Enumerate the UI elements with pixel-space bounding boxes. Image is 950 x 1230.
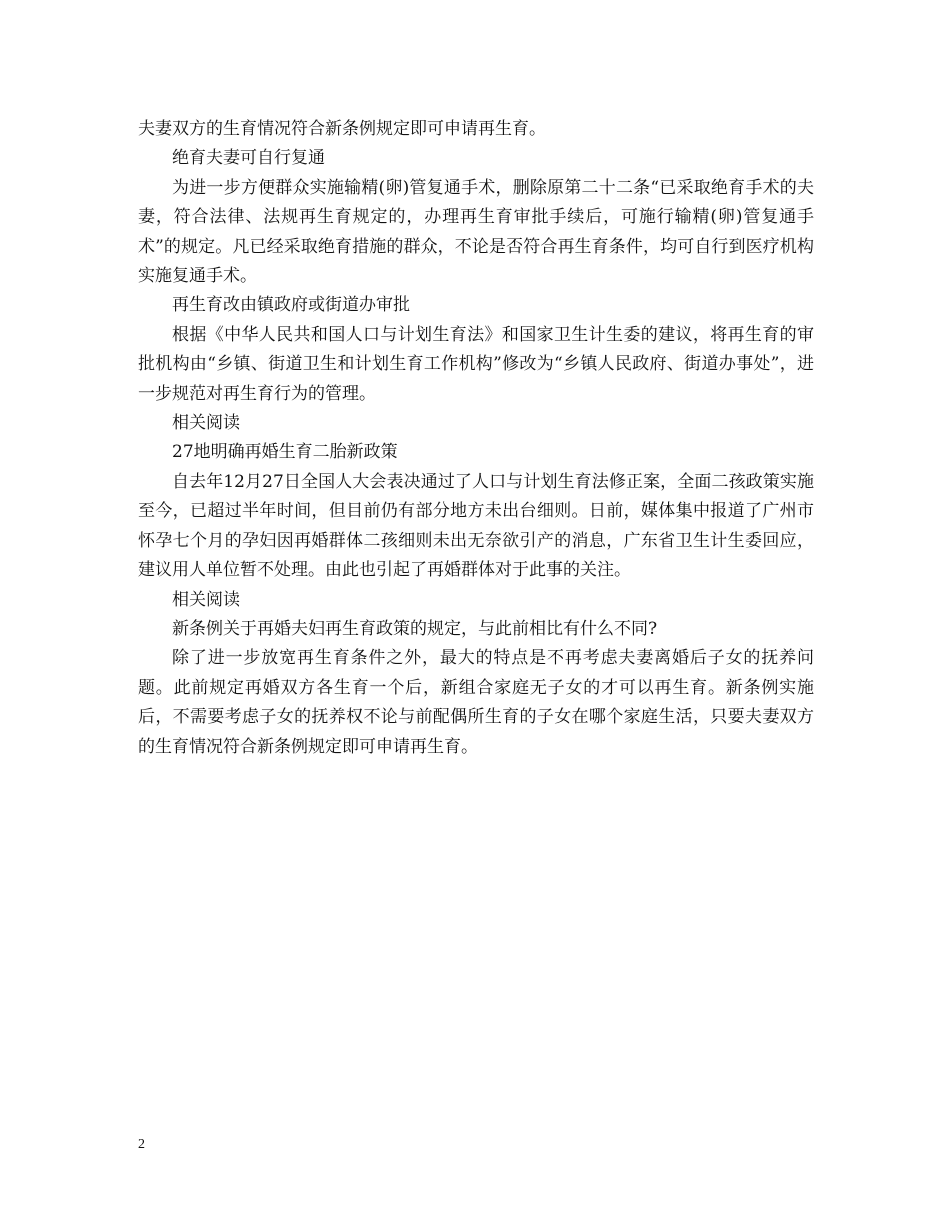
paragraph-approval-authority: 根据《中华人民共和国人口与计划生育法》和国家卫生计生委的建议，将再生育的审批机构由“乡镇、街道卫生和计划生育工作机构”修改为“乡镇人民政府、街道办事处”，进一步规范对再生育行为的管理。 [138, 324, 814, 404]
section-heading-sterilization-reversal: 绝育夫妻可自行复通 [172, 148, 325, 169]
question-heading: 新条例关于再婚夫妇再生育政策的规定，与此前相比有什么不同? [172, 618, 658, 639]
paragraph-sterilization-reversal: 为进一步方便群众实施输精(卵)管复通手术，删除原第二十二条“已采取绝育手术的夫妻，符合法律、法规再生育规定的，办理再生育审批手续后，可施行输精(卵)管复通手术”的规定。凡已经采取绝育措施的群众，不论是否符合再生育条件，均可自行到医疗机构实施复通手术。 [138, 177, 814, 287]
document-body [138, 115, 814, 762]
related-article-title: 27地明确再婚生育二胎新政策 [172, 442, 398, 463]
page-number: 2 [138, 1137, 145, 1152]
section-heading-approval-authority: 再生育改由镇政府或街道办审批 [172, 295, 410, 316]
paragraph-answer: 除了进一步放宽再生育条件之外，最大的特点是不再考虑夫妻离婚后子女的抚养问题。此前规定再婚双方各生育一个后，新组合家庭无子女的才可以再生育。新条例实施后，不需要考虑子女的抚养权不论与前配偶所生育的子女在哪个家庭生活，只要夫妻双方的生育情况符合新条例规定即可申请再生育。 [138, 648, 814, 757]
related-reading-label: 相关阅读 [172, 413, 240, 434]
paragraph-continuation: 夫妻双方的生育情况符合新条例规定即可申请再生育。 [138, 119, 546, 139]
paragraph-remarriage-policy-news: 自去年12月27日全国人大会表决通过了人口与计划生育法修正案，全面二孩政策实施至今，已超过半年时间，但目前仍有部分地方未出台细则。日前，媒体集中报道了广州市怀孕七个月的孕妇因再婚群体二孩细则未出无奈欲引产的消息，广东省卫生计生委回应，建议用人单位暂不处理。由此也引起了再婚群体对于此事的关注。 [138, 471, 814, 581]
related-reading-label: 相关阅读 [172, 589, 240, 610]
